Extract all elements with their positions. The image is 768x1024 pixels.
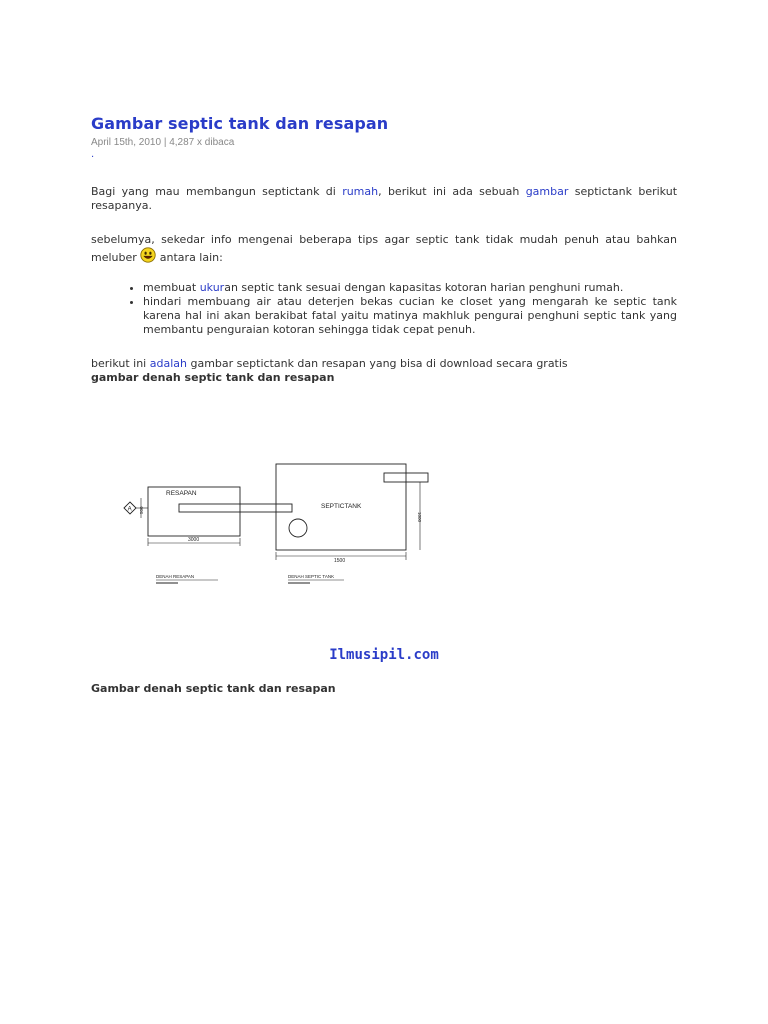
ukur-link[interactable]: ukur <box>199 281 225 294</box>
dim-500: 500 <box>139 506 144 514</box>
ilmusipil-watermark: Ilmusipil.com <box>329 647 439 663</box>
resapan-label: RESAPAN <box>166 490 197 497</box>
tips-text-1: sebelumya, sekedar info mengenai beberapa tips agar septic tank tidak mudah penuh atau bahkan meluber <box>91 233 677 264</box>
list-item-1-text-2: an septic tank sesuai dengan kapasitas kotoran harian penghuni rumah. <box>224 281 624 294</box>
download-paragraph <box>91 357 677 385</box>
adalah-link[interactable]: adalah <box>149 357 187 370</box>
post-meta: April 15th, 2010 | 4,287 x dibaca <box>91 137 235 148</box>
post-dot: . <box>91 149 95 160</box>
image-caption: Gambar denah septic tank dan resapan <box>91 682 336 695</box>
intro-text-2: , berikut ini ada sebuah <box>378 185 526 198</box>
dim-1500: 1500 <box>334 558 346 564</box>
download-text-1: berikut ini <box>91 357 150 370</box>
rumah-link[interactable]: rumah <box>342 185 379 198</box>
intro-text-1: Bagi yang mau membangun septictank di <box>91 185 343 198</box>
tips-text-2: antara lain: <box>156 251 223 264</box>
post-title-text[interactable]: Gambar septic tank dan resapan <box>91 114 389 133</box>
dim-1000: 1000 <box>417 512 422 523</box>
gambar-link[interactable]: gambar <box>525 185 569 198</box>
septictank-label: SEPTICTANK <box>321 503 362 510</box>
caption-denah-resapan: DENAH RESAPAN <box>156 574 195 579</box>
post <box>91 112 677 385</box>
download-text-2: gambar septictank dan resapan yang bisa di download secara gratis <box>186 357 568 370</box>
tips-list <box>91 281 677 337</box>
connecting-pipe <box>179 504 292 512</box>
list-item <box>143 281 677 295</box>
septictank-manhole <box>289 519 307 537</box>
list-item-1-text-1: membuat <box>143 281 200 294</box>
list-item: • hindari membuang air atau deterjen bekas cucian ke closet yang mengarah ke septic tank karena hal ini akan berakibat fatal yaitu matinya makhluk pengurai penghuni septic tank yang membantu penguraian kotoran sehingga tidak cepat penuh. <box>143 295 677 337</box>
dim-3000: 3000 <box>188 537 200 543</box>
download-bold-title: gambar denah septic tank dan resapan <box>91 371 335 384</box>
caption-denah-septic-tank: DENAH SEPTIC TANK <box>288 574 335 579</box>
septic-tank-drawing <box>118 460 438 590</box>
intro-paragraph <box>91 185 677 213</box>
tips-paragraph <box>91 233 677 265</box>
post-title[interactable] <box>91 112 677 136</box>
smiley-icon <box>140 247 156 263</box>
section-marker-label: A <box>127 506 132 513</box>
intro-text-3: septictank berikut resapanya. <box>91 185 678 212</box>
